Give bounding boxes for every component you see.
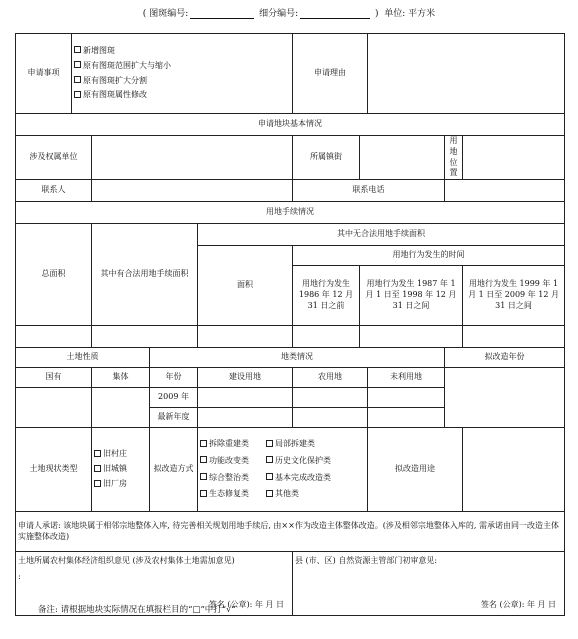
agriculture-2009-field[interactable] [293,388,368,408]
town-field[interactable] [360,136,445,180]
checkbox-icon[interactable] [94,465,101,472]
application-reason-label: 申请理由 [293,34,368,114]
option-range-change[interactable]: 原有图斑范围扩大与缩小 [74,61,290,72]
renovate-year-label: 拟改造年份 [445,348,565,368]
map-no-label: 图斑编号: [149,9,189,19]
renovation-method-options [198,428,368,512]
applicant-commitment: 申请人承诺: 该地块属于相邻宗地整体入库, 待完善相关规划用地手续后, 由××作为改造主体整体改造。(涉及相邻宗地整体入库的, 需承诺由同一改造主体实施整体改造) [16,512,565,552]
unit-label: 单位: 平方米 [384,9,436,19]
year-label: 年份 [150,368,198,388]
contact-field[interactable] [92,180,293,202]
owner-unit-label: 涉及权属单位 [16,136,92,180]
authority-signature: 签名 (公章): 年 月 日 [480,600,557,610]
option-function-change[interactable]: 功能改变类 [200,456,266,467]
unused-2009-field[interactable] [368,388,445,408]
land-location-label: 用地位置 [445,136,463,180]
option-new-patch[interactable]: 新增图斑 [74,46,290,57]
procedures-title: 用地手续情况 [16,202,565,224]
option-demolish-rebuild[interactable]: 拆除重建类 [200,439,266,450]
unused-land-label: 未利用地 [368,368,445,388]
checkbox-icon[interactable] [266,473,273,480]
unused-latest-field[interactable] [368,408,445,428]
option-ecological[interactable]: 生态修复类 [200,489,266,500]
collective-signature: 签名 (公章): 年 月 日 [208,600,284,610]
illegal-area-value[interactable] [198,326,293,348]
authority-opinion-label: 县 (市、区) 自然资源主管部门初审意见: [295,556,438,566]
agricultural-land-label: 农用地 [293,368,368,388]
renovation-use-label: 拟改造用途 [368,428,463,512]
option-split[interactable]: 原有图斑扩大分割 [74,76,290,87]
checkbox-icon[interactable] [266,440,273,447]
agriculture-latest-field[interactable] [293,408,368,428]
sub-no-label: 细分编号: [259,9,299,19]
total-area-value[interactable] [16,326,92,348]
option-attribute-change[interactable]: 原有图斑属性修改 [74,90,290,101]
option-comprehensive[interactable]: 综合整治类 [200,473,266,484]
contact-label: 联系人 [16,180,92,202]
phone-field[interactable] [445,180,565,202]
option-basically-complete[interactable]: 基本完成改造类 [266,473,332,484]
checkbox-icon[interactable] [74,76,81,83]
application-matter-label: 申请事项 [16,34,72,114]
phone-label: 联系电话 [293,180,445,202]
land-nature-title: 土地性质 [16,348,150,368]
year-2009-label: 2009 年 [150,388,198,408]
period-1987-1998: 用地行为发生 1987 年 1 月 1 日至 1998 年 12 月 31 日之间 [360,266,463,326]
option-other[interactable]: 其他类 [266,489,332,500]
option-old-village[interactable]: 旧村庄 [94,449,147,460]
latest-year-label: 最新年度 [150,408,198,428]
checkbox-icon[interactable] [266,490,273,497]
application-options [72,34,293,114]
land-class-title: 地类情况 [150,348,445,368]
town-label: 所属镇街 [293,136,360,180]
period-1999-2009-value[interactable] [463,326,565,348]
renovation-use-field[interactable] [463,428,565,512]
owner-unit-field[interactable] [92,136,293,180]
collective-opinion-label: 土地所属农村集体经济组织意见 (涉及农村集体土地需加意见) [18,556,235,566]
area-label: 面积 [198,246,293,326]
application-reason-field[interactable] [368,34,565,114]
construction-2009-field[interactable] [198,388,293,408]
collective-label: 集体 [92,368,150,388]
checkbox-icon[interactable] [74,61,81,68]
checkbox-icon[interactable] [74,91,81,98]
renovation-method-label: 拟改造方式 [150,428,198,512]
close-paren: ) [375,9,379,19]
land-status-label: 土地现状类型 [16,428,92,512]
land-status-options [92,428,150,512]
basic-info-title: 申请地块基本情况 [16,114,565,136]
total-area-label: 总面积 [16,224,92,326]
checkbox-icon[interactable] [200,490,207,497]
option-old-factory[interactable]: 旧厂房 [94,479,147,490]
collective-field[interactable] [92,388,150,428]
option-heritage[interactable]: 历史文化保护类 [266,456,332,467]
checkbox-icon[interactable] [94,480,101,487]
period-1987-1998-value[interactable] [360,326,463,348]
option-partial-rebuild[interactable]: 局部拆建类 [266,439,332,450]
period-before-1986-value[interactable] [293,326,360,348]
checkbox-icon[interactable] [266,456,273,463]
period-1999-2009: 用地行为发生 1999 年 1 月 1 日至 2009 年 12 月 31 日之间 [463,266,565,326]
form-header [0,6,578,19]
checkbox-icon[interactable] [74,46,81,53]
legal-area-value[interactable] [92,326,198,348]
checkbox-icon[interactable] [200,473,207,480]
land-location-field[interactable] [463,136,565,180]
form-note: 备注: 请根据地块实际情况在填报栏目的“□”中打“√” [38,605,236,615]
construction-land-label: 建设用地 [198,368,293,388]
illegal-area-title: 其中无合法用地手续面积 [198,224,565,246]
period-before-1986: 用地行为发生 1986 年 12 月 31 日之前 [293,266,360,326]
application-form-table [15,33,565,616]
construction-latest-field[interactable] [198,408,293,428]
state-owned-label: 国有 [16,368,92,388]
collective-opinion-colon: : [18,571,21,581]
authority-opinion-cell[interactable] [293,552,565,616]
renovate-year-field[interactable] [445,368,565,428]
checkbox-icon[interactable] [94,450,101,457]
option-old-town[interactable]: 旧城镇 [94,464,147,475]
time-title: 用地行为发生的时间 [293,246,565,266]
map-no-blank[interactable] [190,9,254,19]
sub-no-blank[interactable] [300,9,370,19]
open-paren: ( [142,9,147,19]
legal-area-label: 其中有合法用地手续面积 [92,224,198,326]
state-owned-field[interactable] [16,388,92,428]
checkbox-icon[interactable] [200,456,207,463]
checkbox-icon[interactable] [200,440,207,447]
